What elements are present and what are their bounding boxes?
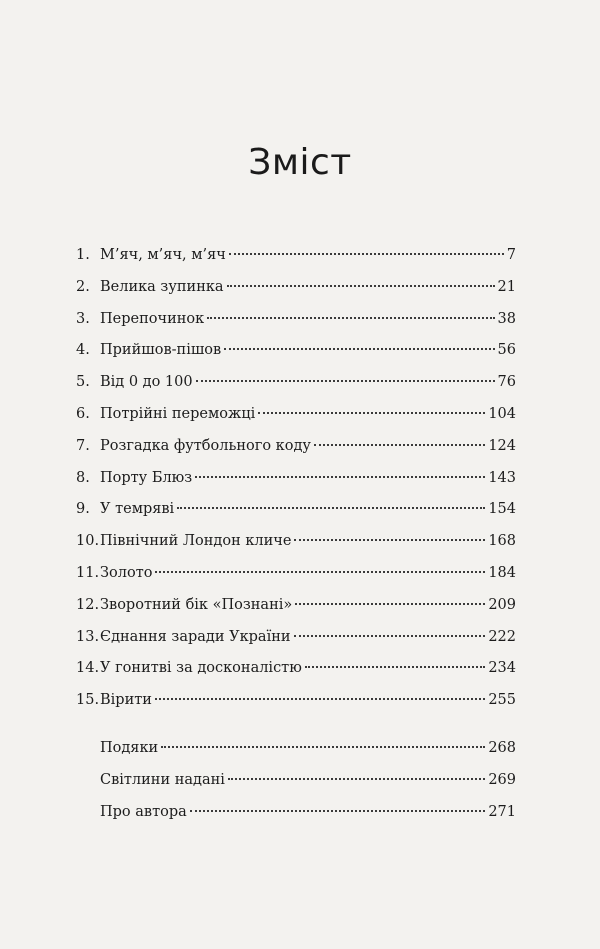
toc-entry-page: 271: [488, 803, 516, 820]
toc-entry-title: Прийшов-пішов: [100, 342, 222, 359]
page-title: Зміст: [248, 142, 352, 184]
toc-entry-title: Золото: [100, 564, 153, 581]
toc-entry-page: 76: [497, 374, 516, 391]
toc-entry-number: 12.: [76, 596, 100, 613]
toc-entry-page: 124: [488, 437, 516, 454]
toc-entry-title: Вірити: [100, 692, 152, 709]
toc-entry[interactable]: [76, 335, 516, 367]
toc-entry-page: 255: [488, 692, 516, 709]
toc-entry-title: Велика зупинка: [100, 278, 224, 295]
toc-entry-number: 13.: [76, 628, 100, 645]
toc-entry[interactable]: [76, 304, 516, 336]
dot-leader: [155, 698, 485, 700]
toc-entry-number: 14.: [76, 660, 100, 677]
dot-leader: [294, 539, 485, 541]
dot-leader: [196, 380, 495, 382]
dot-leader: [161, 746, 485, 748]
toc-entry[interactable]: [76, 367, 516, 399]
dot-leader: [227, 285, 495, 287]
dot-leader: [305, 666, 485, 668]
toc-entry[interactable]: [76, 653, 516, 685]
toc-entry-title: Потрійні переможці: [100, 405, 256, 422]
toc-entry-number: 9.: [76, 501, 90, 518]
toc-entry[interactable]: [76, 240, 516, 272]
dot-leader: [207, 317, 494, 319]
toc-entry-page: 184: [488, 564, 516, 581]
toc-entry-number: 2.: [76, 278, 90, 295]
toc-entry-title: У гонитві за досконалістю: [100, 660, 302, 677]
dot-leader: [314, 444, 485, 446]
toc-entry[interactable]: [76, 685, 516, 717]
toc-entry-page: 209: [488, 596, 516, 613]
toc-entry[interactable]: [76, 622, 516, 654]
toc-entry-title: Подяки: [100, 740, 159, 756]
toc-entry-title: М’яч, м’яч, м’яч: [100, 247, 226, 263]
toc-entry-number: 7.: [76, 437, 90, 454]
toc-entry-title: Єднання заради України: [100, 628, 291, 645]
toc-entry-title: У темряві: [100, 501, 175, 518]
toc-entry-page: 168: [488, 533, 516, 550]
toc-entry-number: 4.: [76, 342, 90, 359]
dot-leader: [294, 635, 486, 637]
dot-leader: [258, 412, 485, 414]
toc-entry-title: Зворотний бік «Познані»: [100, 596, 293, 613]
toc-entry-title: Розгадка футбольного коду: [100, 437, 311, 454]
toc-entry[interactable]: [76, 272, 516, 304]
toc-entry-title: Порту Блюз: [100, 469, 193, 486]
dot-leader: [195, 476, 485, 478]
toc-entry-page: 104: [488, 405, 516, 422]
toc-entry[interactable]: [100, 797, 516, 829]
table-of-contents: [76, 240, 516, 717]
toc-entry[interactable]: [76, 526, 516, 558]
toc-entry[interactable]: [76, 590, 516, 622]
toc-entry-page: 154: [488, 501, 516, 518]
dot-leader: [228, 778, 485, 780]
toc-entry-page: 56: [497, 342, 516, 359]
toc-entry-number: 1.: [76, 247, 90, 263]
toc-entry[interactable]: [76, 463, 516, 495]
toc-entry-number: 10.: [76, 533, 100, 550]
toc-entry[interactable]: [76, 494, 516, 526]
toc-entry-page: 21: [497, 278, 516, 295]
toc-entry-title: Перепочинок: [100, 310, 205, 327]
toc-entry-number: 5.: [76, 374, 90, 391]
dot-leader: [295, 603, 485, 605]
dot-leader: [229, 253, 504, 255]
toc-entry[interactable]: [100, 733, 516, 765]
dot-leader: [190, 810, 486, 812]
toc-entry-page: 269: [488, 771, 516, 788]
toc-entry[interactable]: [76, 431, 516, 463]
toc-entry-title: Світлини надані: [100, 771, 225, 788]
toc-entry-number: 3.: [76, 310, 90, 327]
toc-entry-number: 8.: [76, 469, 90, 486]
toc-entry-number: 15.: [76, 692, 100, 709]
toc-entry-page: 222: [488, 628, 516, 645]
dot-leader: [155, 571, 485, 573]
toc-entry-page: 143: [488, 469, 516, 486]
toc-entry-number: 6.: [76, 405, 90, 422]
toc-entry[interactable]: [76, 558, 516, 590]
toc-entry[interactable]: [76, 399, 516, 431]
toc-entry-number: 11.: [76, 564, 100, 581]
toc-entry[interactable]: [100, 765, 516, 797]
toc-entry-page: 38: [497, 310, 516, 327]
dot-leader: [177, 507, 485, 509]
toc-entry-title: Про автора: [100, 803, 187, 820]
toc-entry-page: 234: [488, 660, 516, 677]
toc-entry-title: Від 0 до 100: [100, 374, 193, 391]
dot-leader: [224, 348, 494, 350]
toc-entry-page: 7: [506, 247, 516, 263]
toc-entry-title: Північний Лондон кличе: [100, 533, 292, 550]
toc-entry-page: 268: [488, 740, 516, 756]
back-matter-list: [100, 733, 516, 828]
